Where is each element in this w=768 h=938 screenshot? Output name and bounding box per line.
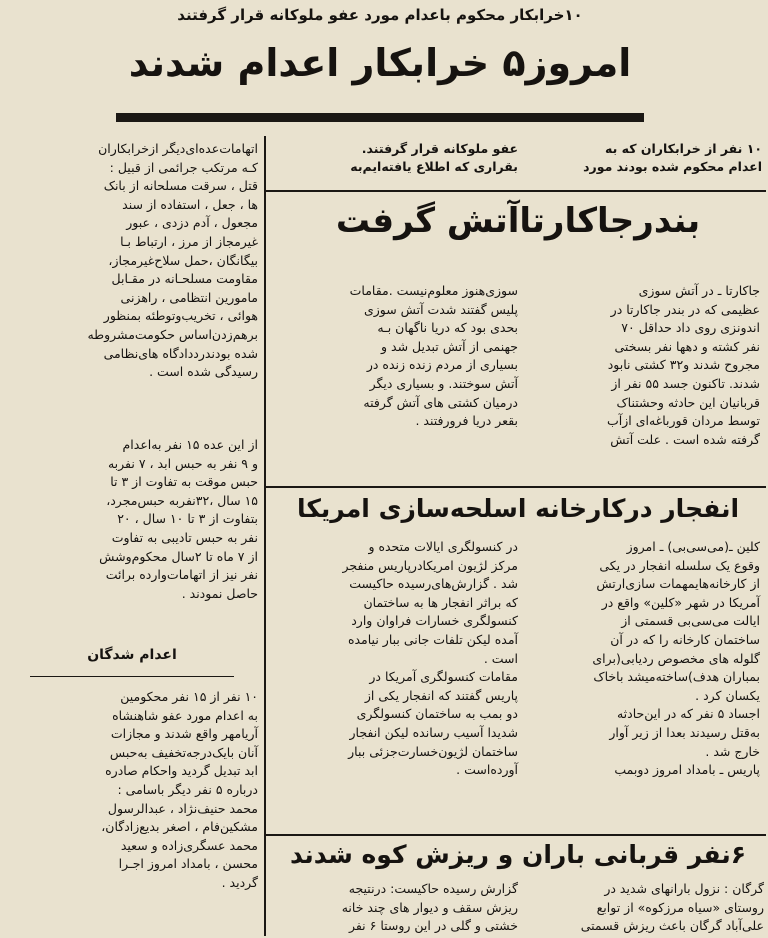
main-headline: امروز۵ خرابکار اعدام شدند: [128, 41, 632, 85]
explosion-headline: انفجار درکارخانه اسلحه‌سازی امریکا: [296, 494, 740, 523]
left-col-para1: اتهامات‌عده‌ای‌دیگر ازخرابکاران کـه مرتکب جرائمی از قبیل : قتل ، سرقت مسلحانه از بانک ها ، جعل ، استفاده از سند مجعول ، آدم دزدی ، عبور غیرمجاز از مرز ، ارتباط بـا بیگانگان ،حمل سلاح‌غیرمجاز، مقاومت مسلحـانه در مقـابل مامورین انتظامی ، راهزنی هوائی ، تخریب‌وتوطئه بمنظور برهم‌زدن‌اساس حکومت‌مشروطه شده بودندرددادگاه های‌نظامی رسیدگی شده است .: [87, 141, 258, 380]
headline-underline: [116, 113, 644, 122]
jakarta-headline: بندرجاکارتاآتش گرفت: [335, 201, 701, 241]
intro-right: ۱۰ نفر از خرابکاران که به اعدام محکوم شده بودند مورد: [583, 141, 762, 174]
explosion-col-right: کلین ـ(می‌سی‌بی) ـ امروز وقوع یک سلسله انفجار در یکی از کارخانه‌هایمهمات سازی‌ارتش آمریکا در شهر «کلین» واقع در ایالت می‌سی‌بی قسمتی از ساختمان کارخانه را که در آن گلوله های مخصوص ردیابی(برای بمباران هدف)ساخته‌میشد باخاک یکسان کرد . اجساد ۵ نفر که در این‌حادثه به‌قتل رسیدند بعدا از زیر آوار خارج شد . پاریس ـ بامداد امروز دوبمب: [592, 539, 760, 778]
jakarta-col-left: سوزی‌هنوز معلوم‌نیست .مقامات پلیس گفتند شدت آتش سوزی بحدی بود که دریا ناگهان بـه جهنمی از آتش تبدیل شد و بسیاری از مردم زنده زنده در آتش سوختند. و بسیاری دیگر درمیان کشتی های آتش گرفته بقعر دریا فرورفتند .: [349, 283, 518, 429]
left-col-subhead: اعدام شدگان: [87, 647, 177, 663]
flood-col-left: گزارش رسیده حاکیست: درنتیجه ریزش سقف و دیوار های چند خانه خشتی و گلی در این روستا ۶ نفر: [341, 881, 518, 934]
jakarta-col-right: جاکارتا ـ در آتش سوزی عظیمی که در بندر جاکارتا در اندونزی روی داد حداقل ۷۰ نفر کشته و دهها نفر بسختی مجروح شدند و۳۲ کشتی نابود شدند. تاکنون جسد ۵۵ نفر از قربانیان این حادثه وحشتناک توسط مردان قورباغه‌ای ازآب گرفته شده است . علت آتش‌: [606, 283, 760, 447]
flood-headline: ۶نفر قربانی باران و ریزش کوه شدند: [289, 840, 747, 869]
flood-col-right: گرگان : نزول بارانهای شدید در روستای «سیاه مرزکوه» از توابع علی‌آباد گرگان باعث ریزش قسمتی: [580, 881, 764, 934]
subhead-rule: [30, 676, 234, 677]
intro-left: عفو ملوکانه قرار گرفتند. بقراری که اطلاع یافته‌ایم‌به: [350, 141, 518, 174]
column-divider: [264, 136, 266, 936]
kicker: ۱۰خرابکار محکوم باعدام مورد عفو ملوکانه قرار گرفتند: [177, 6, 583, 24]
explosion-col-left: در کنسولگری ایالات متحده و مرکز لژیون امریکادرپاریس منفجر شد . گزارش‌های‌رسیده حاکیست که براثر انفجار ها به ساختمان کنسولگری خسارات فراوان وارد آمده لیکن تلفات جانی ببار نیامده است . مقامات کنسولگری آمریکا در پاریس گفتند که انفجار یکی از دو بمب به ساختمان کنسولگری شدیدا آسیب رسانده لیکن انفجار ساختمان لژیون‌خسارت‌جزئی ببار آورده‌است .: [342, 539, 518, 778]
section-rule-explosion: [266, 486, 766, 488]
left-col-para3: ۱۰ نفر از ۱۵ نفر محکومین به اعدام مورد عفو شاهنشاه آریامهر واقع شدند و مجازات آنان بایک‌درجه‌تخفیف به‌حبس ابد تبدیل گردید واحکام صادره درباره ۵ نفر دیگر باسامی : محمد حنیف‌نژاد ، عبدالرسول مشکین‌فام ، اصغر بدیع‌زادگان، محمد عسگری‌زاده و سعید محسن ، بامداد امروز اجـرا گردید .: [101, 689, 258, 890]
section-rule-jakarta: [266, 190, 766, 192]
left-col-para2: از این عده ۱۵ نفر به‌اعدام و ۹ نفر به حبس ابد ، ۷ نفربه حبس موقت به تفاوت از ۳ تا ۱۵ سال ،۳۲نفربه حبس‌مجرد، بتفاوت از ۳ تا ۱۰ سال ، ۲۰ نفر به حبس تادیبی به تفاوت از ۷ ماه تا ۲سال محکوم‌وشش نفر نیز از اتهامات‌وارده برائت حاصل نمودند .: [99, 437, 258, 601]
section-rule-flood: [266, 834, 766, 836]
